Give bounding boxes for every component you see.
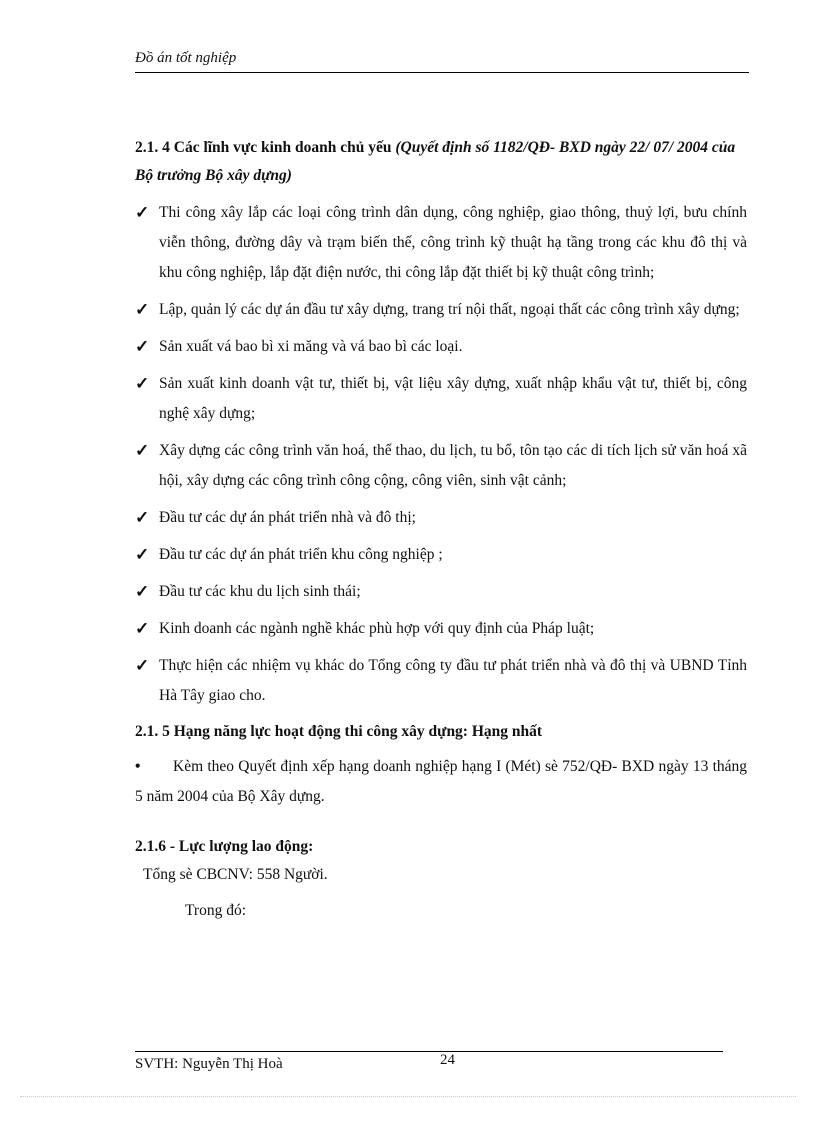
page-header bbox=[135, 46, 749, 73]
list-item: ✓ Thi công xây lắp các loại công trình dân dụng, công nghiệp, giao thông, thuỷ lợi, bưu chính viễn thông, đường dây và trạm biến thế, công trình kỹ thuật hạ tầng trong các khu đô thị và khu công nghiệp, lắp đặt điện nước, thi công lắp đặt thiết bị kỹ thuật công trình; bbox=[135, 198, 747, 288]
total-staff-line: Tổng sè CBCNV: 558 Người. bbox=[143, 866, 328, 883]
checkmark-icon: ✓ bbox=[135, 508, 150, 527]
checkmark-icon: ✓ bbox=[135, 300, 150, 319]
checkmark-icon: ✓ bbox=[135, 374, 150, 393]
section-heading-2-1-5: 2.1. 5 Hạng năng lực hoạt động thi công xây dựng: Hạng nhất bbox=[135, 723, 543, 740]
heading-prefix: 2.1. 4 Các lĩnh vực kinh doanh chủ yếu bbox=[135, 139, 392, 156]
list-item: ✓ Sản xuất vá bao bì xi măng và vá bao bì các loại. bbox=[135, 332, 747, 362]
list-item: ✓ Đầu tư các dự án phát triển nhà và đô thị; bbox=[135, 503, 747, 533]
checkmark-icon: ✓ bbox=[135, 337, 150, 356]
page-bottom-border bbox=[20, 1096, 796, 1097]
section-heading-2-1-4 bbox=[135, 134, 747, 190]
list-item: ✓ Xây dựng các công trình văn hoá, thể thao, du lịch, tu bổ, tôn tạo các di tích lịch sử văn hoá xã hội, xây dựng các công trình công cộng, công viên, sinh vật cảnh; bbox=[135, 436, 747, 496]
list-item: ✓ Sản xuất kinh doanh vật tư, thiết bị, vật liệu xây dựng, xuất nhập khẩu vật tư, thiết bị, công nghệ xây dựng; bbox=[135, 369, 747, 429]
checkmark-icon: ✓ bbox=[135, 545, 150, 564]
header-title: Đồ án tốt nghiệp bbox=[135, 50, 237, 66]
list-item: ✓ Đầu tư các dự án phát triển khu công nghiệp ; bbox=[135, 540, 747, 570]
checkmark-icon: ✓ bbox=[135, 582, 150, 601]
heading-reference: (Quyết định số 1182/QĐ- BXD ngày 22/ 07/ 2004 của Bộ trưởng Bộ xây dựng) bbox=[135, 139, 736, 184]
ranking-paragraph bbox=[135, 752, 747, 812]
business-lines-list bbox=[135, 198, 747, 711]
checkmark-icon: ✓ bbox=[135, 203, 150, 222]
ranking-text: Kèm theo Quyết định xếp hạng doanh nghiệp hạng I (Mét) sè 752/QĐ- BXD ngày 13 tháng 5 năm 2004 của Bộ Xây dựng. bbox=[135, 758, 747, 805]
footer-rule bbox=[135, 1051, 723, 1052]
bullet-dot: • bbox=[135, 758, 141, 775]
list-item: ✓ Đầu tư các khu du lịch sinh thái; bbox=[135, 577, 747, 607]
page-content bbox=[135, 134, 747, 926]
of-which-line: Trong đó: bbox=[185, 902, 247, 919]
checkmark-icon: ✓ bbox=[135, 656, 150, 675]
checkmark-icon: ✓ bbox=[135, 441, 150, 460]
checkmark-icon: ✓ bbox=[135, 619, 150, 638]
list-item: ✓ Kinh doanh các ngành nghề khác phù hợp với quy định của Pháp luật; bbox=[135, 614, 747, 644]
footer-author: SVTH: Nguyễn Thị Hoà bbox=[135, 1056, 283, 1072]
section-heading-2-1-6: 2.1.6 - Lực lượng lao động: bbox=[135, 838, 314, 855]
list-item: ✓ Thực hiện các nhiệm vụ khác do Tổng công ty đầu tư phát triển nhà và đô thị và UBND Tỉnh Hà Tây giao cho. bbox=[135, 651, 747, 711]
page-number: 24 bbox=[440, 1052, 455, 1068]
list-item: ✓ Lập, quản lý các dự án đầu tư xây dựng, trang trí nội thất, ngoại thất các công trình xây dựng; bbox=[135, 295, 747, 325]
